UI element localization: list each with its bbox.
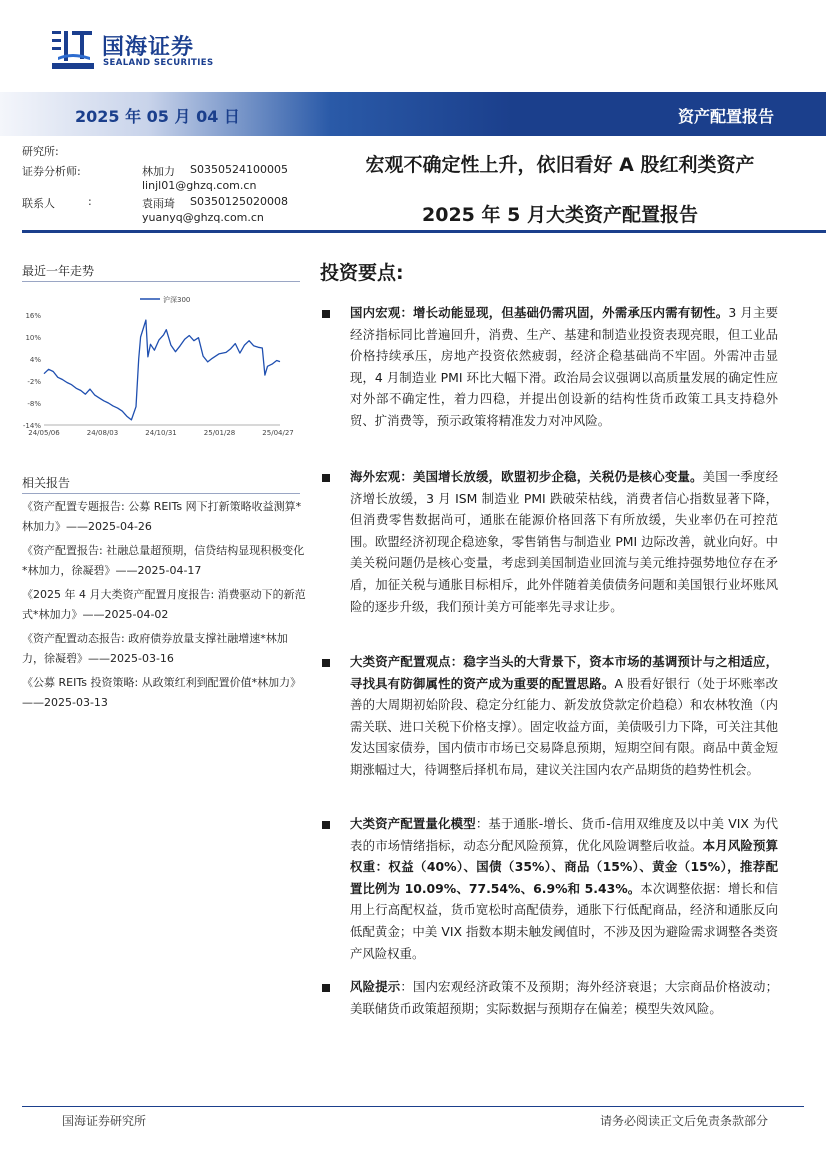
trend-chart (22, 290, 300, 450)
key-point-lead: 风险提示 (350, 979, 401, 994)
key-point-body: ：国内宏观经济政策不及预期；海外经济衰退；大宗商品价格波动；美联储货币政策超预期；实际数据与预期存在偏差；模型失效风险。 (350, 979, 779, 1016)
series-line (44, 320, 280, 420)
key-point-lead: 大类资产配置量化模型 (350, 816, 476, 831)
key-point-body: 美国一季度经济增长放缓，3 月 ISM 制造业 PMI 跌破荣枯线，消费者信心指数显著下降，但消费零售数据尚可，通胀在能源价格回落下有所放缓，失业率仍在可控范围。欧盟经济初现企稳迹象，零售销售与制造业 PMI 边际改善，就业向好。中美关税问题仍是核心变量，考虑到美国制造业回流与美元维持强势地位存在矛盾，加征关税与通胀目标相斥，此外伴随着美债债务问题和美国银行业坏账风险的逐步升级，我们预计美方可能率先寻求让步。 (350, 469, 779, 614)
x-tick-label: 24/10/31 (145, 429, 177, 437)
key-point-lead: 大类资产配置观点：稳字当头的大背景下，资本市场的基调预计与之相适应，寻找具有防御属性的资产成为重要的配置思路。 (350, 654, 778, 691)
key-point-lead: 国内宏观：增长动能显现，但基础仍需巩固，外需承压内需有韧性。 (350, 305, 729, 320)
report-subtitle: 2025 年 5 月大类资产配置报告 (422, 204, 698, 226)
analyst-label: 证券分析师: (22, 165, 81, 178)
sealand-logo-icon (50, 27, 96, 73)
brand-name-en: SEALAND SECURITIES (103, 58, 214, 68)
bullet-square-icon (322, 821, 330, 829)
report-type: 资产配置报告 (677, 107, 774, 126)
related-report-item[interactable]: 《资产配置动态报告: 政府债券放量支撑社融增速*林加力，徐凝碧》——2025-03-16 (22, 632, 288, 665)
analyst-name: 林加力 (142, 165, 175, 178)
contact-colon: : (88, 195, 92, 208)
related-heading-rule (22, 493, 300, 494)
bullet-square-icon (322, 984, 330, 992)
key-point-overseas-macro (350, 466, 778, 617)
key-point-quant-model (350, 813, 778, 964)
key-point-body-extra: 本次调整依据：增长和信用上行高配权益，货币宽松时高配债券，通胀下行低配商品，经济和通胀反向低配黄金；中美 VIX 指数本期未触发阈值时，不涉及因为避险需求调整各类资产风险权重。 (350, 880, 778, 961)
x-tick-label: 25/04/27 (262, 429, 294, 437)
trend-heading: 最近一年走势 (22, 264, 95, 278)
contact-name: 袁雨琦 (142, 197, 175, 210)
related-report-item[interactable]: 《2025 年 4 月大类资产配置月度报告: 消费驱动下的新范式*林加力》——2025-04-02 (22, 588, 306, 621)
y-tick-label: -14% (22, 422, 41, 430)
key-point-body: ：基于通胀-增长、货币-信用双维度及以中美 VIX 为代表的市场情绪指标，动态分配风险预算，优化风险调整后收益。 (350, 816, 778, 853)
footer-disclaimer[interactable]: 请务必阅读正文后免责条款部分 (599, 1114, 768, 1128)
key-point-allocation-view (350, 651, 778, 781)
footer-institute: 国海证券研究所 (62, 1114, 147, 1128)
y-tick-label: 10% (25, 334, 41, 342)
contact-cert: S0350125020008 (190, 195, 288, 208)
y-tick-label: 4% (29, 356, 41, 364)
key-point-weights: 本月风险预算权重：权益（40%）、国债（35%）、商品（15%）、黄金（15%），推荐配置比例为 10.09%、77.54%、6.9%和 5.43%。 (350, 837, 779, 896)
bullet-square-icon (322, 310, 330, 318)
related-report-item[interactable]: 《资产配置报告: 社融总量超预期，信贷结构显现积极变化*林加力，徐凝碧》——2025-04-17 (22, 544, 305, 577)
legend-entry: 沪深300 (163, 296, 191, 304)
x-tick-label: 25/01/28 (203, 429, 236, 437)
key-point-lead: 海外宏观：美国增长放缓，欧盟初步企稳，关税仍是核心变量。 (350, 469, 703, 484)
key-point-body: A 股看好银行（处于坏账率改善的大周期初始阶段、稳定分红能力、新发放贷款定价趋稳）和农林牧渔（内需关联、进口关税下价格支撑）。固定收益方面，美债吸引力下降，可关注其他发达国家债券，国内债市市场已交易降息预期，短期空间有限。商品中黄金短期涨幅过大，待调整后择机布局，建议关注国内农产品期货的趋势性机会。 (350, 675, 779, 777)
related-report-item[interactable]: 《公募 REITs 投资策略: 从政策红利到配置价值*林加力》——2025-03-13 (22, 676, 302, 709)
trend-heading-rule (22, 281, 300, 282)
key-point-risk (350, 976, 778, 1019)
contact-email[interactable]: yuanyq@ghzq.com.cn (142, 211, 264, 224)
related-report-item[interactable]: 《资产配置专题报告: 公募 REITs 网下打新策略收益测算*林加力》——2025-04-26 (22, 500, 302, 533)
analyst-cert: S0350524100005 (190, 163, 288, 176)
title-divider (22, 230, 826, 233)
related-heading: 相关报告 (22, 476, 71, 490)
key-point-body: 3 月主要经济指标同比普遍回升，消费、生产、基建和制造业投资表现亮眼，但工业品价格持续承压，房地产投资依然疲弱，经济企稳基础尚不牢固。外需冲击显现，4 月制造业 PMI 环比大幅下滑。政治局会议强调以高质量发展的确定性应对外部不确定性，着力四稳，并提出创设新的结构性货币政策工具支持稳外贸、扩消费等，预示政策将精准发力对冲风险。 (350, 305, 778, 428)
footer-rule (22, 1106, 804, 1107)
y-tick-label: -8% (27, 400, 41, 408)
bullet-square-icon (322, 659, 330, 667)
x-tick-label: 24/05/06 (28, 429, 60, 437)
analyst-email[interactable]: linjl01@ghzq.com.cn (142, 179, 257, 192)
y-tick-label: 16% (25, 312, 41, 320)
contact-label: 联系人 (22, 197, 55, 210)
bullet-square-icon (322, 474, 330, 482)
key-point-domestic-macro (350, 302, 778, 432)
brand-name-cn: 国海证券 (102, 35, 195, 60)
x-tick-label: 24/08/03 (86, 429, 119, 437)
institute-label: 研究所: (22, 145, 59, 158)
key-points-heading: 投资要点: (320, 262, 404, 284)
report-title: 宏观不确定性上升，依旧看好 A 股红利类资产 (365, 154, 755, 176)
y-tick-label: -2% (27, 378, 41, 386)
report-date: 2025 年 05 月 04 日 (75, 107, 240, 126)
